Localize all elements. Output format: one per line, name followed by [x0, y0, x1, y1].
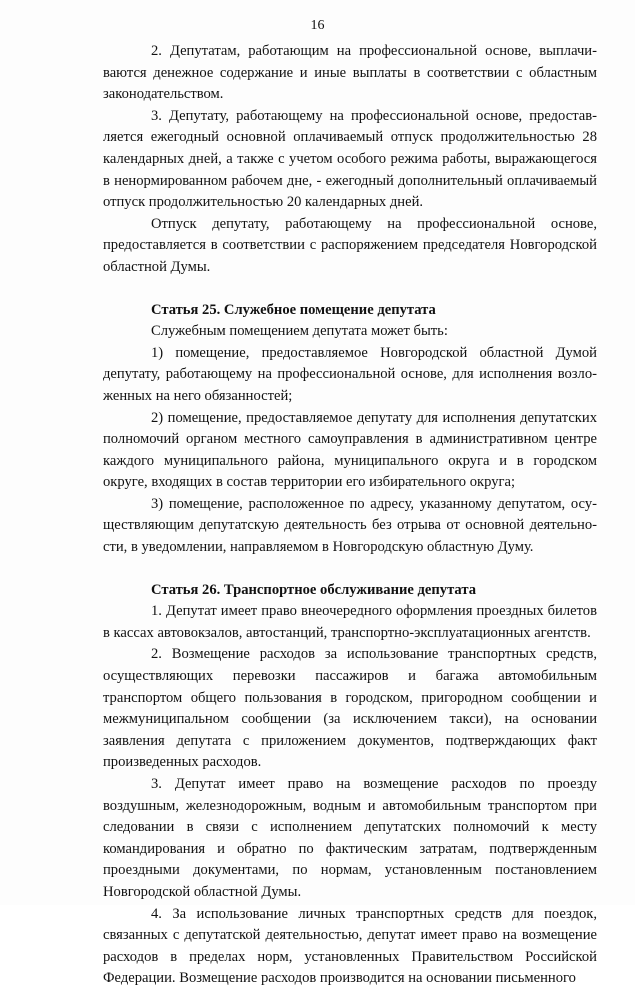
article-26-heading: Статья 26. Транспортное обслуживание депутата: [151, 581, 476, 598]
paragraph-transport-3: 3. Депутат имеет право на возмещение расходов по проезду воздушным, железнодорожным, водным и автомобильным транспортом при следовании в связи с исполнением депутатских полномочий к месту командирования и обратно по фактическим затратам, подтвержденным проездными документами, по нормам, установленным постановлением Новгородской областной Думы.: [103, 776, 597, 900]
paragraph-transport-4: 4. За использование личных транспортных средств для поездок, связанных с депутатской деятельностью, депутат имеет право на возмещение расходов в пределах норм, установленных Правительством Российской Федерации. Возмещение расходов производится на основании письменного: [103, 905, 597, 987]
section-gap: [103, 279, 597, 300]
section-gap: [103, 559, 597, 580]
paragraph-salary: 2. Депутатам, работающим на профессиональной основе, выплачиваются денежное содержание и иные выплаты в соответствии с областным законодательством.: [103, 43, 597, 103]
paragraph-transport-2: 2. Возмещение расходов за использование транспортных средств, осуществляющих перевозки пассажиров и багажа автомобильным транспортом общего пользования в городском, пригородном сообщении и межмуниципальном сообщении (за исключением такси), на основании заявления депутата с приложением документов, подтверждающих факт произведенных расходов.: [103, 646, 597, 771]
page-number: 16: [310, 18, 325, 33]
paragraph-office-intro: Служебным помещением депутата может быть:: [151, 323, 448, 340]
paragraph-leave-duration: 3. Депутату, работающему на профессиональной основе, предоставляется ежегодный основной оплачиваемый отпуск продолжительностью 28 календарных дней, а также с учетом особого режима работы, выражающегося в ненормированном рабочем дне, - ежегодный дополнительный оплачиваемый отпуск продолжительностью 20 календарных дней.: [103, 107, 597, 211]
document-body: [103, 41, 597, 990]
article-25-heading: Статья 25. Служебное помещение депутата: [151, 301, 436, 318]
paragraph-office-item-3: 3) помещение, расположенное по адресу, указанному депутатом, осуществляющим депутатскую деятельность без отрыва от основной деятельности, в уведомлении, направляемом в Новгородскую областную Думу.: [103, 495, 597, 556]
paragraph-leave-order: Отпуск депутату, работающему на профессиональной основе, предоставляется в соответствии с распоряжением председателя Новгородской областной Думы.: [103, 215, 597, 275]
paragraph-office-item-2: 2) помещение, предоставляемое депутату для исполнения депутатских полномочий органом местного самоуправления в административном центре каждого муниципального района, муниципального округа и в городском округе, входящих в состав территории его избирательного округа;: [103, 409, 597, 491]
paragraph-transport-1: 1. Депутат имеет право внеочередного оформления проездных билетов в кассах автовокзалов, автостанций, транспортно-эксплуатационных агентств.: [103, 603, 597, 641]
paragraph-office-item-1: 1) помещение, предоставляемое Новгородской областной Думой депутату, работающему на профессиональной основе, для исполнения возложенных на него обязанностей;: [103, 344, 597, 404]
